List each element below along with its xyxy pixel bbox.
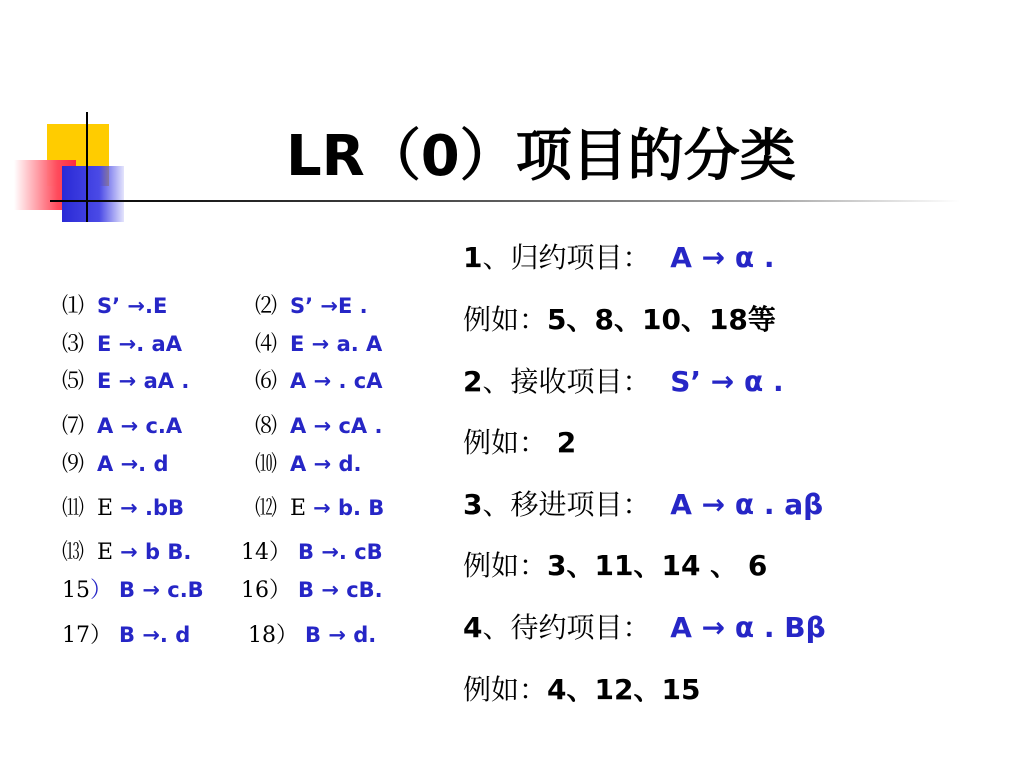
logo-vertical-line [86, 112, 88, 222]
slide-title: LR（0）项目的分类 [286, 124, 796, 189]
production-12: ⑿ E → b. B [255, 496, 385, 521]
title-underline [50, 200, 960, 202]
production-14: 14） B →. cB [241, 540, 383, 565]
production-7: ⑺ A → c.A [62, 414, 183, 439]
production-2: ⑵ S’ →E . [255, 294, 368, 319]
category-shift: 3、移进项目： A → α . aβ [463, 488, 824, 521]
production-16: 16） B → cB. [241, 578, 383, 603]
logo-blue-square [62, 166, 124, 222]
example-accept: 例如： 2 [463, 426, 577, 459]
production-15: 15） B → c.B [62, 578, 204, 603]
production-18: 18） B → d. [248, 623, 377, 648]
category-pending-reduce: 4、待约项目： A → α . Bβ [463, 611, 826, 644]
example-shift: 例如：3、11、14 、 6 [463, 549, 768, 582]
production-10: ⑽ A → d. [255, 452, 362, 477]
production-17: 17） B →. d [62, 623, 191, 648]
production-8: ⑻ A → cA . [255, 414, 383, 439]
example-pending-reduce: 例如：4、12、15 [463, 673, 701, 706]
production-6: ⑹ A → . cA [255, 369, 383, 394]
production-4: ⑷ E → a. A [255, 332, 383, 357]
production-9: ⑼ A →. d [62, 452, 169, 477]
production-5: ⑸ E → aA . [62, 369, 190, 394]
production-3: ⑶ E →. aA [62, 332, 182, 357]
category-accept: 2、接收项目： S’ → α . [463, 365, 784, 398]
production-11: ⑾ E → .bB [62, 496, 185, 521]
production-13: ⒀ E → b B. [62, 540, 192, 565]
category-reduce: 1、归约项目： A → α . [463, 241, 775, 274]
production-1: ⑴ S’ →.E [62, 294, 168, 319]
example-reduce: 例如：5、8、10、18等 [463, 303, 776, 336]
